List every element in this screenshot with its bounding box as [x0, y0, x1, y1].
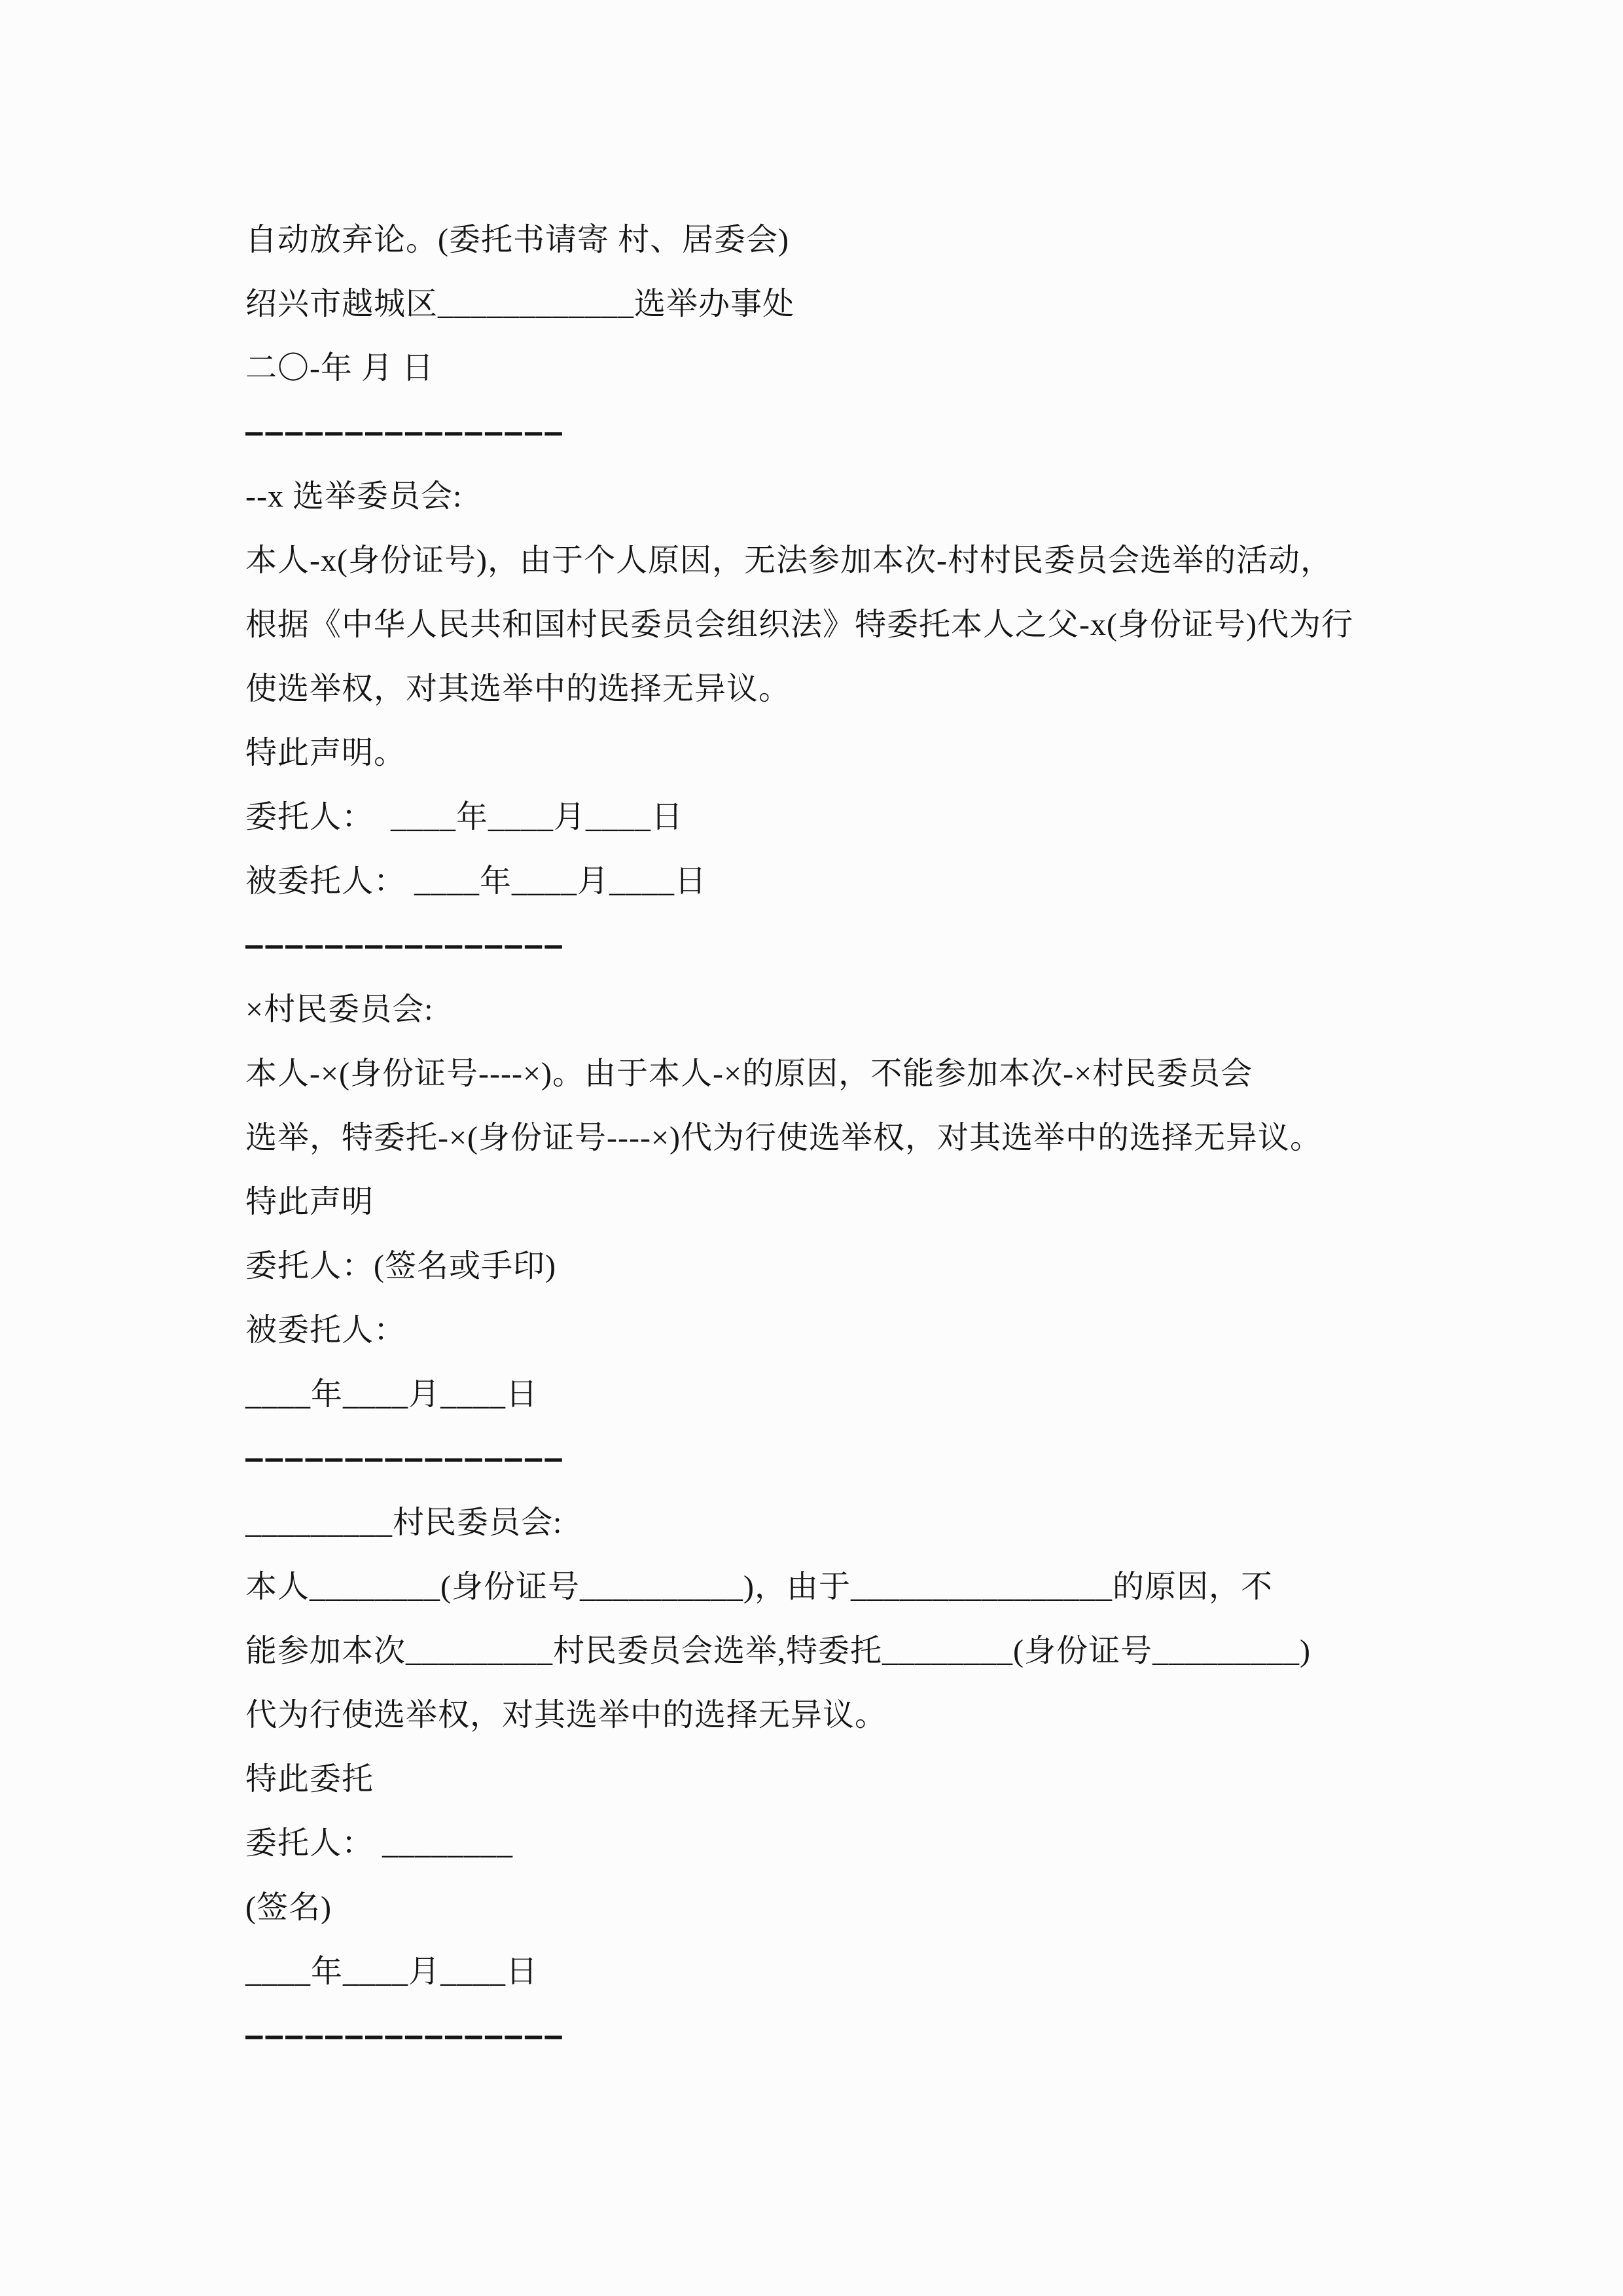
document-line: 特此委托 — [245, 1762, 374, 1797]
document-line: 能参加本次_________村民委员会选举,特委托________(身份证号_________) — [245, 1634, 1311, 1668]
document-line: 自动放弃论。(委托书请寄 村、居委会) — [245, 223, 789, 257]
document-line: ×村民委员会: — [245, 992, 434, 1027]
document-body — [245, 208, 1417, 2068]
document-line: (签名) — [245, 1890, 332, 1925]
document-line: ____年____月____日 — [245, 1377, 539, 1412]
document-line: 本人-x(身份证号)，由于个人原因，无法参加本次-村村民委员会选举的活动， — [245, 543, 1332, 578]
separator-line: ———————————————— — [245, 2019, 565, 2053]
document-line: 特此声明 — [245, 1185, 374, 1219]
document-line: --x 选举委员会: — [245, 479, 463, 514]
separator-line: ———————————————— — [245, 929, 565, 962]
separator-line: ———————————————— — [245, 1442, 565, 1475]
document-line: 特此声明。 — [245, 736, 406, 770]
document-line: 本人-×(身份证号----×)。由于本人-×的原因，不能参加本次-×村民委员会 — [245, 1056, 1253, 1091]
document-line: 选举，特委托-×(身份证号----×)代为行使选举权，对其选举中的选择无异议。 — [245, 1121, 1323, 1155]
document-line: ____年____月____日 — [245, 1954, 539, 1989]
document-line: 委托人：(签名或手印) — [245, 1249, 556, 1283]
document-line: _________村民委员会: — [245, 1505, 563, 1540]
document-line: 被委托人： ____年____月____日 — [245, 864, 707, 899]
document-line: 二〇-年 月 日 — [245, 351, 434, 386]
document-line: 委托人： ____年____月____日 — [245, 800, 684, 834]
separator-line: ———————————————— — [245, 416, 565, 449]
document-line: 代为行使选举权，对其选举中的选择无异议。 — [245, 1698, 887, 1732]
document-line: 绍兴市越城区____________选举办事处 — [245, 287, 795, 321]
document-line: 被委托人： — [245, 1313, 406, 1348]
document-line: 使选举权，对其选举中的选择无异议。 — [245, 672, 791, 706]
document-line: 本人________(身份证号__________)，由于________________的原因，不 — [245, 1570, 1273, 1604]
document-line: 委托人： ________ — [245, 1826, 514, 1861]
document-line: 根据《中华人民共和国村民委员会组织法》特委托本人之父-x(身份证号)代为行 — [245, 607, 1353, 642]
